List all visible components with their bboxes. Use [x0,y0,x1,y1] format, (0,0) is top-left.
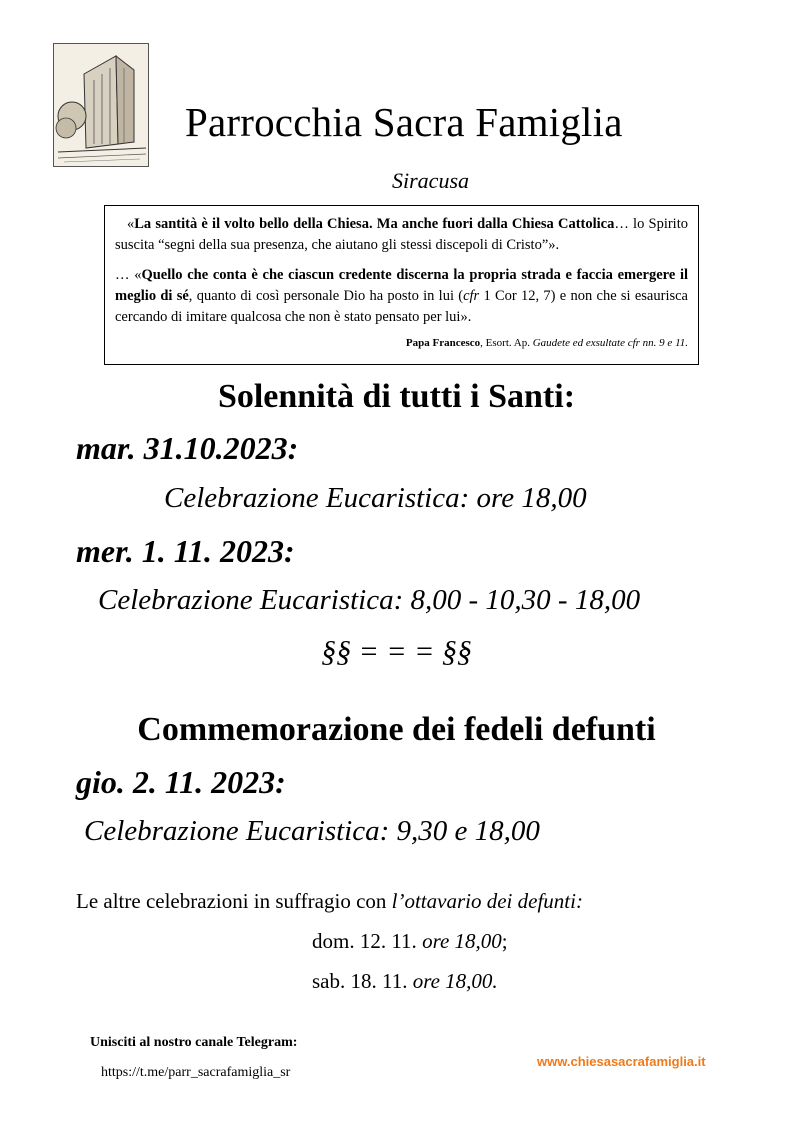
website-link[interactable]: www.chiesasacrafamiglia.it [537,1054,706,1069]
section-separator: §§ = = = §§ [321,635,472,668]
ottavario-time: ore 18,00 [422,929,502,953]
date-1-11: mer. 1. 11. 2023: [76,533,295,569]
quote-mark: « [127,216,135,232]
ottavario-line-18-11 [312,969,498,994]
telegram-label: Unisciti al nostro canale Telegram: [90,1035,298,1050]
section-heading-santi: Solennità di tutti i Santi: [217,378,576,415]
ottavario-intro [76,889,583,914]
celebration-31-10: Celebrazione Eucaristica: ore 18,00 [164,482,587,514]
quote-author: Papa Francesco [405,337,481,349]
quote-paragraph-1 [115,214,688,256]
celebration-2-11: Celebrazione Eucaristica: 9,30 e 18,00 [84,815,540,847]
quote-text: , quanto di così personale Dio ha posto in lui ( [188,288,464,304]
quote-paragraph-2 [115,265,688,328]
quote-box [104,205,699,365]
quote-source: , Esort. Ap. [480,337,533,349]
ottavario-line-12-11 [312,929,508,954]
quote-signature [115,333,688,354]
celebration-1-11: Celebrazione Eucaristica: 8,00 - 10,30 - 18,00 [98,584,641,616]
city-subtitle: Siracusa [392,168,469,193]
quote-work: Gaudete ed exsultate cfr nn. 9 e 11. [532,337,688,349]
telegram-link[interactable]: https://t.me/parr_sacrafamiglia_sr [101,1065,291,1080]
date-31-10: mar. 31.10.2023: [76,430,299,466]
church-drawing-icon [53,43,149,167]
ottavario-italic: l’ottavario dei defunti: [391,889,583,913]
ottavario-date: dom. 12. 11. [312,929,423,953]
quote-text: … lo Spirito suscita “segni della sua presenza, che aiutano gli stessi discepoli di Cristo”». [115,216,688,253]
quote-bold-text: Quello che conta è che ciascun credente discerna la propria strada e faccia emergere il meglio di sé [115,267,689,304]
quote-cfr: cfr [463,288,480,304]
page-title: Parrocchia Sacra Famiglia [185,99,623,145]
quote-text: 1 Cor 12, 7) e non che si esaurisca cercando di imitare qualcosa che non è stato pensato per lui». [115,288,688,325]
quote-mark: … « [115,267,142,283]
ottavario-date: sab. 18. 11. [312,969,413,993]
section-heading-defunti: Commemorazione dei fedeli defunti [137,711,656,748]
quote-bold-text: La santità è il volto bello della Chiesa. Ma anche fuori dalla Chiesa Cattolica [134,216,615,232]
ottavario-time: ore 18,00. [412,969,498,993]
ottavario-text: Le altre celebrazioni in suffragio con [76,889,392,913]
ottavario-punct: ; [501,929,508,953]
date-2-11: gio. 2. 11. 2023: [76,764,286,800]
